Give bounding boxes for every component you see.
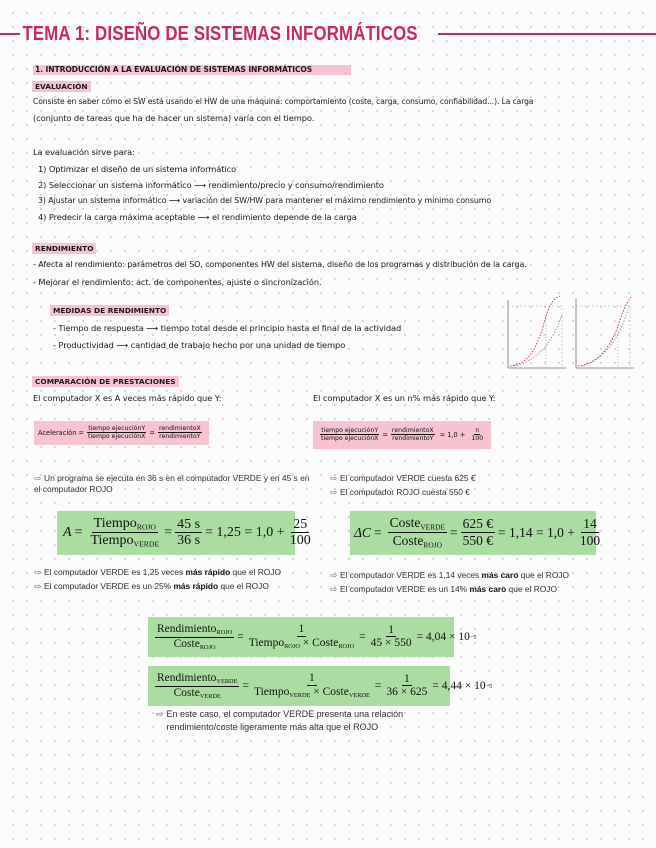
fraction-denominator: tiempo ejecuciónX [88,433,146,441]
conclusion-right-2 [330,584,557,595]
eq-result: = 1,25 = 1,0 + [205,525,285,540]
eq-value: 14 [583,516,597,532]
fraction-denominator: 100 [471,435,484,443]
equals-sign: = [382,431,388,439]
eq-sub: ROJO [216,628,233,636]
conclusion-right-1 [330,570,569,581]
fraction-numerator: tiempo ejecuciónY [321,426,379,434]
eq-word: Tiempo [93,516,137,532]
fraction [247,623,356,650]
eq-word: Tiempo [248,637,285,650]
fraction [88,516,161,550]
equation-a: A = $\frac{Tiempo_{ROJO}}{Tiempo_{VERDE}}$ = $\frac{45 s}{36 s}$ = 1,25 = 1,0 + $\frac{25}{100}$ [57,511,295,555]
page-title: TEMA 1: DISEÑO DE SISTEMAS INFORMÁTICOS [22,22,418,45]
medida-item: - Productividad ⟶ cantidad de trabajo hecho por una unidad de tiempo [53,340,346,350]
arrow-right-icon: ⇨ [330,584,338,594]
sirve-para: La evaluación sirve para: [33,147,135,157]
list-item: 2) Seleccionar un sistema informático ⟶ rendimiento/precio y consumo/rendimiento [38,180,384,190]
eq-word: Coste [312,637,339,650]
aceleracion-formula [34,421,209,445]
eq-sub: VERDE [420,522,446,532]
eq-sub: VERDE [289,692,311,700]
note-text: Un programa se ejecuta en 36 s en el computador VERDE y en 45 s en el computador ROJO [34,473,310,494]
list-item: 3) Ajustar un sistema informático ⟶ variación del SW/HW para mantener el máximo rendimiento y mínimo consumo [38,196,492,205]
fraction [158,425,202,441]
eq-exponent: −5 [485,682,493,690]
eq-sub: ROJO [423,540,442,550]
eq-result: = 4,04 × 10 [416,631,470,643]
page-title-bar [0,19,656,49]
conclusion-left-1 [34,567,281,578]
fraction [155,623,234,652]
note-text: que el ROJO [230,567,281,577]
medida-item: - Tiempo de respuesta ⟶ tiempo total desde el principio hasta el final de la actividad [53,323,402,333]
eq-value: 100 [579,533,601,549]
note-emphasis: más rápido [173,581,219,591]
arrow-right-icon: ⇨ [34,567,42,577]
eq-sub: VERDE [348,692,370,700]
eq-sub: ROJO [338,643,355,651]
example-note-right-1 [330,473,476,484]
arrow-right-icon: ⇨ [330,487,338,497]
fraction [388,516,447,550]
fraction-numerator: n [475,426,480,434]
eq-result: = 4,44 × 10 [432,680,486,692]
fraction [470,427,484,443]
evaluacion-label: EVALUACIÓN [32,81,91,92]
rendimiento-bullet: - Afecta al rendimiento: parámetros del SO, componentes HW del sistema, diseño de los programas y distribución de la carga. [33,260,527,269]
eq-word: Rendimiento [157,671,217,684]
eq-word: Coste [392,532,424,548]
eq-word: Coste [389,515,421,531]
note-emphasis: más rápido [185,567,231,577]
arrow-right-icon: ⇨ [34,473,42,483]
fraction-denominator: tiempo ejecuciónX [321,435,379,443]
title-rule-right [438,33,656,35]
fraction-numerator: tiempo ejecuciónY [88,424,146,432]
eq-value: 1 [388,623,395,636]
fraction-denominator: rendimientoY [392,435,434,443]
intro-line-1: Consiste en saber cómo el SW está usando el HW de una máquina: comportamiento (coste, carga, consumo, confiabilidad...). La carga [33,97,534,106]
eq-sub: ROJO [199,644,216,652]
comparacion-left-heading: El computador X es A veces más rápido que Y: [33,393,222,403]
fraction [461,517,495,548]
formula-prefix: Aceleración = [38,429,85,437]
fraction-numerator: rendimientoX [158,424,201,432]
rendimiento-label: RENDIMIENTO [32,243,96,254]
eq-word: Tiempo [253,686,290,699]
note-text: El computador VERDE es 1,25 veces [44,567,186,577]
list-item: 4) Predecir la carga máxima aceptable ⟶ el rendimiento depende de la carga [38,212,357,222]
eq-sub: ROJO [136,522,156,532]
rendimiento-bullet: - Mejorar el rendimiento: act. de componentes, ajuste o sincronización. [33,277,322,287]
eq-sub: ROJO [284,643,300,651]
note-emphasis: más caro [481,570,519,580]
eq-value: 100 [289,533,311,549]
arrow-right-icon: ⇨ [34,581,42,591]
fraction [155,672,239,701]
eq-sub: VERDE [133,540,160,549]
fraction [175,517,202,549]
arrow-right-icon: ⇨ [330,570,338,580]
eq-value: 1 [309,672,315,685]
eq-word: Coste [173,637,200,650]
eq-value: 550 € [462,533,494,549]
note-text: que el ROJO [506,584,557,594]
eq-value: 45 × 550 [370,637,412,650]
arrow-right-icon: ⇨ [330,473,338,483]
example-note-right-2 [330,487,470,498]
equals-sign: = [149,429,155,437]
times-sign: × [313,686,320,699]
equation-c: ΔC = $\frac{Coste_{VERDE}}{Coste_{ROJO}}$ = $\frac{625 €}{550 €}$ = 1,14 = 1,0 + $\frac{14}{100}$ [350,511,596,555]
eq-value: 625 € [462,516,494,532]
performance-curves-sketch [494,286,644,382]
comparacion-right-heading: El computador X es un n% más rápido que Y: [313,393,496,403]
note-text: El computador ROJO cuesta 550 € [340,487,470,497]
note-text: El computador VERDE es un 25% [44,581,174,591]
fraction [252,672,372,699]
note-text: El computador VERDE es 1,14 veces [340,570,482,580]
eq-value: 36 × 625 [386,686,428,699]
times-sign: × [302,637,310,650]
eq-exponent: −5 [469,633,477,641]
example-note-left [34,473,314,495]
fraction [391,427,435,443]
intro-line-2: (conjunto de tareas que ha de hacer un sistema) varía con el tiempo. [33,113,315,123]
note-text: El computador VERDE es un 14% [340,584,470,594]
eq-sub: VERDE [199,693,221,701]
fraction-numerator: rendimientoX [391,426,434,434]
arrow-right-icon: ⇨ [156,709,164,719]
note-text: En este caso, el computador VERDE presenta una relación rendimiento/coste ligeramente más alta que el ROJO [166,709,404,732]
note-text: que el ROJO [518,570,570,580]
eq-word: Rendimiento [157,622,217,635]
list-item: 1) Optimizar el diseño de un sistema informático [38,164,237,174]
medidas-label: MEDIDAS DE RENDIMIENTO [50,305,169,316]
eq-result: = 1,14 = 1,0 + [498,525,575,540]
conclusion-left-2 [34,581,269,592]
ratio-verde: $\frac{Rendimiento_{VERDE}}{Coste_{VERDE}}$ = $\frac{1}{Tiempo_{VERDE} \times Coste_{VERDE}}$ = $\frac{1}{36 \times 625}$ = 4,44 × 10 −5 [148,666,450,706]
eq-value: 25 [293,516,308,532]
note-text: El computador VERDE cuesta 625 € [340,473,476,483]
eq-value: 1 [298,623,305,636]
eq-value: 45 s [177,516,201,532]
section-heading: 1. INTRODUCCIÓN A LA EVALUACIÓN DE SISTEMAS INFORMÁTICOS [35,65,313,74]
fraction [288,517,313,549]
porcentaje-formula [313,421,491,449]
eq-word: Coste [322,686,349,699]
title-rule-left [0,33,20,35]
note-emphasis: más caro [469,584,507,594]
fraction [578,517,602,548]
eq-sub: VERDE [216,677,238,685]
note-text: que el ROJO [218,581,269,591]
eq-value: 36 s [177,533,201,549]
eq-lhs: ΔC [354,525,371,540]
eq-word: Coste [173,686,200,699]
fraction [384,673,429,700]
eq-lhs: A [63,525,72,540]
fraction [87,425,146,441]
eq-word: Tiempo [90,533,134,549]
formula-tail: = 1,0 + [439,431,466,439]
comparacion-label: COMPARACIÓN DE PRESTACIONES [32,376,179,387]
eq-value: 1 [404,672,410,685]
fraction [369,624,414,651]
final-conclusion [156,708,456,733]
fraction-denominator: rendimientoY [159,433,201,441]
fraction [320,427,379,443]
ratio-rojo: $\frac{Rendimiento_{ROJO}}{Coste_{ROJO}}$ = $\frac{1}{Tiempo_{ROJO} \times Coste_{ROJO}}$ = $\frac{1}{45 \times 550}$ = 4,04 × 10 −5 [148,617,454,657]
